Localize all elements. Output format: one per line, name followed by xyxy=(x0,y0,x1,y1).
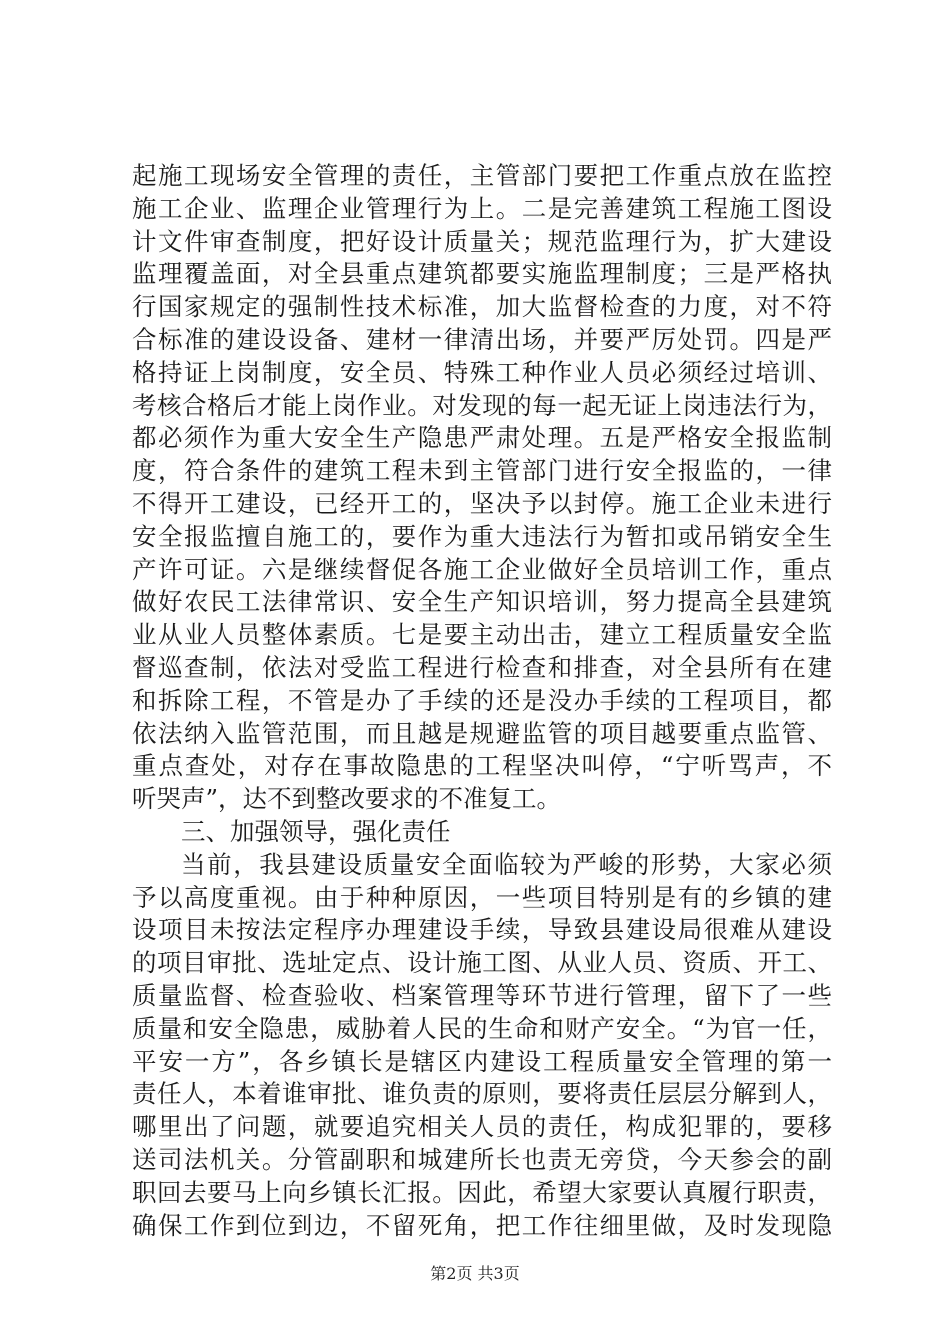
text-line: 做好农民工法律常识、安全生产知识培训，努力提高全县建筑 xyxy=(132,587,832,617)
text-line: 的项目审批、选址定点、设计施工图、从业人员、资质、开工、 xyxy=(132,948,832,978)
text-line: 听哭声”，达不到整改要求的不准复工。 xyxy=(132,784,562,814)
page-number-label: 第2页 共3页 xyxy=(430,1264,520,1283)
text-line: 监理覆盖面，对全县重点建筑都要实施监理制度；三是严格执 xyxy=(132,259,832,289)
text-line: 责任人，本着谁审批、谁负责的原则，要将责任层层分解到人， xyxy=(132,1079,832,1109)
text-line: 重点查处，对存在事故隐患的工程坚决叫停，“宁听骂声，不 xyxy=(132,751,832,781)
text-line: 质量监督、检查验收、档案管理等环节进行管理，留下了一些 xyxy=(132,980,832,1010)
body-text xyxy=(132,160,832,1242)
text-line: 都必须作为重大安全生产隐患严肃处理。五是严格安全报监制 xyxy=(132,423,832,453)
text-line: 质量和安全隐患，威胁着人民的生命和财产安全。“为官一任， xyxy=(132,1013,832,1043)
text-line: 予以高度重视。由于种种原因，一些项目特别是有的乡镇的建 xyxy=(132,882,832,912)
text-line: 施工企业、监理企业管理行为上。二是完善建筑工程施工图设 xyxy=(132,193,832,223)
section-heading: 三、加强领导，强化责任 xyxy=(181,816,451,846)
text-line: 督巡查制，依法对受监工程进行检查和排查，对全县所有在建 xyxy=(132,652,832,682)
text-line: 度，符合条件的建筑工程未到主管部门进行安全报监的，一律 xyxy=(132,456,832,486)
text-line: 行国家规定的强制性技术标准，加大监督检查的力度，对不符 xyxy=(132,292,832,322)
text-line: 确保工作到位到边，不留死角，把工作往细里做，及时发现隐 xyxy=(132,1210,832,1240)
text-line: 设项目未按法定程序办理建设手续，导致县建设局很难从建设 xyxy=(132,915,832,945)
text-line: 计文件审查制度，把好设计质量关；规范监理行为，扩大建设 xyxy=(132,226,832,256)
page-footer xyxy=(0,1264,950,1284)
text-line: 合标准的建设设备、建材一律清出场，并要严厉处罚。四是严 xyxy=(132,324,832,354)
text-line: 哪里出了问题，就要追究相关人员的责任，构成犯罪的，要移 xyxy=(132,1112,832,1142)
text-line: 产许可证。六是继续督促各施工企业做好全员培训工作，重点 xyxy=(132,554,832,584)
text-line: 职回去要马上向乡镇长汇报。因此，希望大家要认真履行职责， xyxy=(132,1177,832,1207)
text-line: 和拆除工程，不管是办了手续的还是没办手续的工程项目，都 xyxy=(132,685,832,715)
text-line: 不得开工建设，已经开工的，坚决予以封停。施工企业未进行 xyxy=(132,488,832,518)
text-line: 考核合格后才能上岗作业。对发现的每一起无证上岗违法行为， xyxy=(132,390,832,420)
text-line: 业从业人员整体素质。七是要主动出击，建立工程质量安全监 xyxy=(132,620,832,650)
text-line: 当前，我县建设质量安全面临较为严峻的形势，大家必须 xyxy=(181,849,832,879)
text-line: 格持证上岗制度，安全员、特殊工种作业人员必须经过培训、 xyxy=(132,357,832,387)
text-line: 安全报监擅自施工的，要作为重大违法行为暂扣或吊销安全生 xyxy=(132,521,832,551)
text-line: 起施工现场安全管理的责任，主管部门要把工作重点放在监控 xyxy=(132,161,832,190)
text-line: 平安一方”，各乡镇长是辖区内建设工程质量安全管理的第一 xyxy=(132,1046,832,1076)
text-line: 送司法机关。分管副职和城建所长也责无旁贷，今天参会的副 xyxy=(132,1144,832,1174)
text-line: 依法纳入监管范围，而且越是规避监管的项目越要重点监管、 xyxy=(132,718,832,748)
